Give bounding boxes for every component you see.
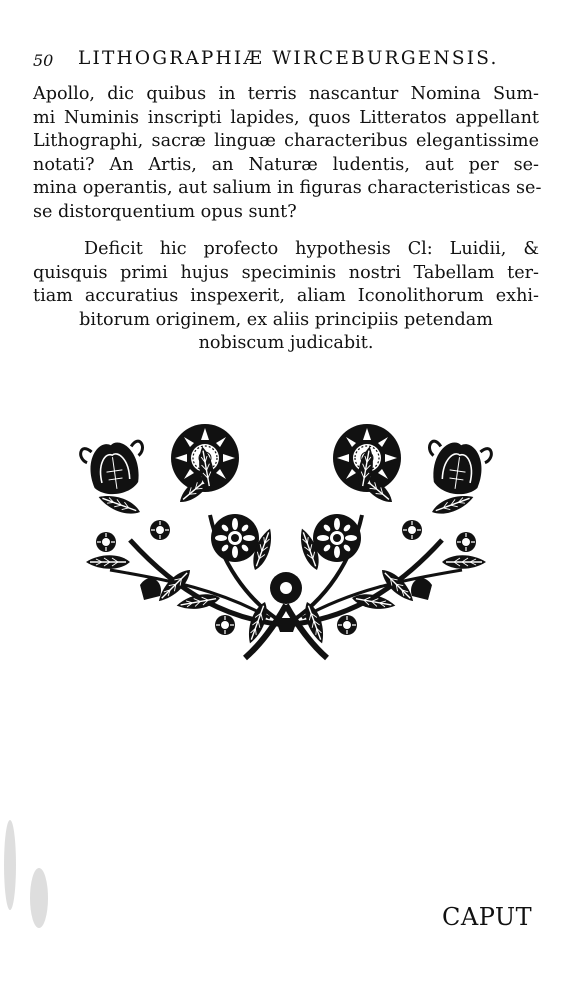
text-line: se distorquentium opus sunt?: [33, 201, 297, 222]
paragraph-1: [33, 83, 542, 224]
floral-vignette-icon: [70, 420, 502, 665]
text-line: Deficit hic profecto hypothesis Cl: Luidii, &: [84, 239, 539, 259]
text-line: mina operantis, aut salium in figuras characteristicas se-: [33, 178, 542, 198]
text-line: nobiscum judicabit.: [198, 333, 374, 353]
running-head: LITHOGRAPHIÆ WIRCEBURGENSIS.: [78, 48, 499, 69]
page-header: [33, 48, 503, 74]
page-number: 50: [33, 51, 54, 70]
text-line: bitorum originem, ex aliis principiis petendam: [79, 309, 493, 330]
page-stain: [4, 820, 16, 910]
text-line: Lithographi, sacræ linguæ characteribus elegantissime: [33, 131, 539, 151]
text-line: Apollo, dic quibus in terris nascantur Nomina Sum-: [33, 84, 539, 104]
page-stain: [30, 868, 48, 928]
text-line: notati? An Artis, an Naturæ ludentis, aut per se-: [33, 154, 539, 175]
catchword: CAPUT: [442, 903, 533, 931]
text-line: mi Numinis inscripti lapides, quos Litteratos appellant: [33, 107, 539, 128]
text-line: quisquis primi hujus speciminis nostri Tabellam ter-: [33, 262, 539, 283]
text-line: tiam accuratius inspexerit, aliam Iconolithorum exhi-: [33, 286, 539, 306]
paragraph-2: [33, 238, 539, 356]
